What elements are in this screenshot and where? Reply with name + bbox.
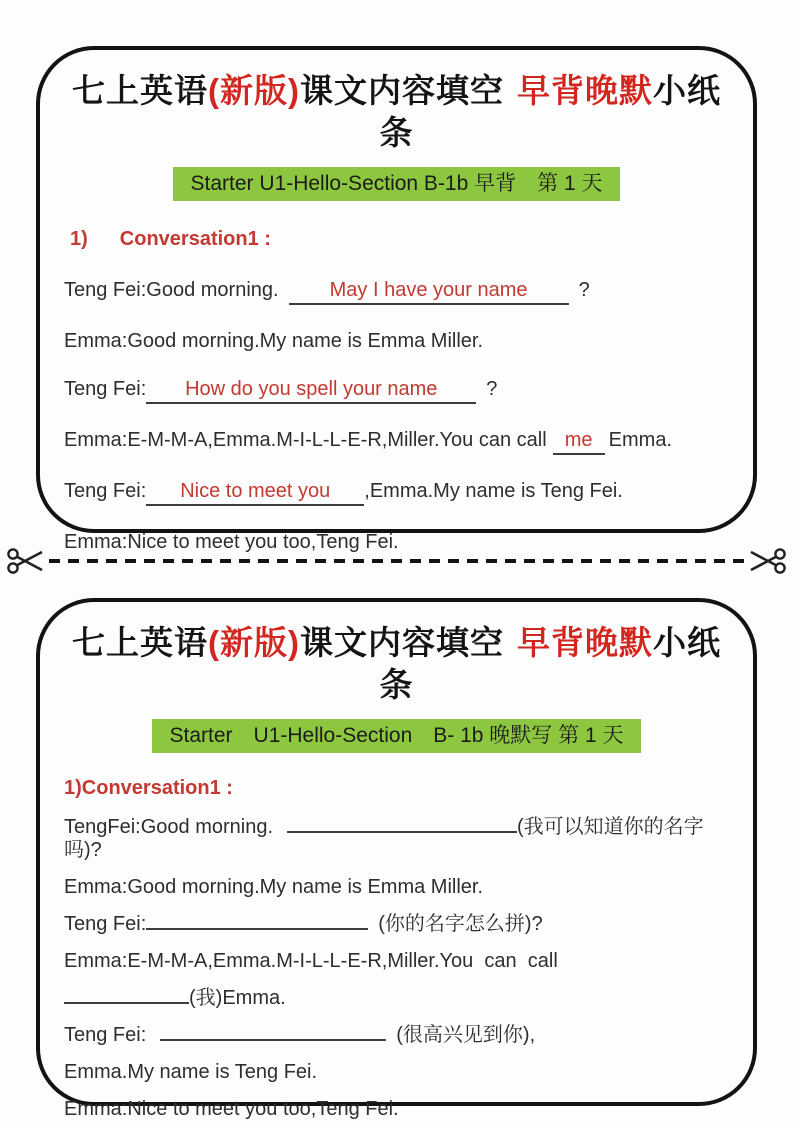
dialogue-line [64, 987, 729, 1010]
blank-answer: Nice to meet you [180, 480, 331, 502]
heading-label: Conversation1 : [119, 228, 271, 250]
title-segment-new-edition: (新版) [208, 624, 300, 661]
dialogue-line [64, 279, 729, 305]
evening-slip-card [36, 598, 757, 1120]
line-text: ,Emma.My name is Teng Fei. [364, 480, 623, 502]
fill-blank [160, 1038, 386, 1041]
line-text: Teng Fei: [64, 1024, 147, 1046]
line-text: Emma:Good morning.My name is Emma Miller. [64, 330, 484, 352]
line-text: Teng Fei: [64, 480, 147, 502]
fill-blank [146, 378, 476, 404]
dialogue-line [64, 876, 729, 899]
unit-banner-wrap [64, 719, 729, 753]
slip-title [64, 622, 729, 706]
line-text: Emma. [608, 429, 673, 451]
dialogue-line [64, 950, 729, 973]
title-segment: 七上英语 [72, 624, 208, 661]
dialogue-line [64, 429, 729, 455]
slip-title [64, 70, 729, 154]
dialogue-line [64, 816, 729, 862]
fill-blank [287, 830, 517, 833]
blank-answer: me [564, 429, 593, 451]
dialogue-line [64, 913, 729, 936]
dialogue [64, 279, 729, 554]
cut-line-divider [6, 544, 787, 578]
line-text: Emma:E-M-M-A,Emma.M-I-L-L-E-R,Miller.You can call [64, 950, 558, 972]
title-segment: 小纸条 [379, 624, 721, 703]
heading-number: 1) [70, 228, 88, 250]
line-text: Emma.My name is Teng Fei. [64, 1061, 318, 1083]
line-text: (很高兴见到你), [396, 1024, 536, 1046]
line-text: (我)Emma. [189, 987, 286, 1009]
line-text: ? [486, 378, 498, 400]
line-text: Teng Fei: [64, 913, 147, 935]
scissors-icon [747, 545, 787, 577]
dialogue-line [64, 378, 729, 404]
dialogue-line [64, 480, 729, 506]
line-text: Teng Fei: [64, 378, 147, 400]
dialogue-line [64, 1098, 729, 1121]
fill-blank [146, 480, 364, 506]
line-text: Emma:Nice to meet you too,Teng Fei. [64, 531, 399, 553]
title-segment-morning-evening: 早背晚默 [516, 624, 653, 661]
line-text: (你的名字怎么拼)? [378, 913, 543, 935]
dialogue [64, 816, 729, 1121]
line-text: Emma:Nice to meet you too,Teng Fei. [64, 1098, 399, 1120]
conversation-heading [70, 228, 729, 251]
line-text: (我可以知道你的名字吗)? [64, 816, 704, 861]
conversation-heading [64, 777, 729, 800]
heading-label: Conversation1 : [81, 777, 233, 799]
blank-answer: May I have your name [329, 279, 528, 301]
line-text: Teng Fei:Good morning. [64, 279, 279, 301]
fill-blank [64, 1001, 189, 1004]
blank-answer: How do you spell your name [185, 378, 438, 400]
dialogue-line [64, 1061, 729, 1084]
title-segment-new-edition: (新版) [208, 72, 300, 109]
dashed-cut-line [49, 559, 744, 563]
unit-banner: Starter U1-Hello-Section B- 1b 晚默写 第 1 天 [152, 719, 642, 753]
fill-blank [289, 279, 569, 305]
dialogue-line [64, 330, 729, 353]
scissors-icon [6, 545, 46, 577]
title-segment: 小纸条 [379, 72, 721, 151]
line-text: TengFei:Good morning. [64, 816, 274, 838]
title-segment-morning-evening: 早背晚默 [516, 72, 653, 109]
heading-number: 1) [64, 777, 82, 799]
fill-blank [553, 429, 605, 455]
line-text: Emma:Good morning.My name is Emma Miller. [64, 876, 484, 898]
title-segment: 七上英语 [72, 72, 208, 109]
fill-blank [146, 927, 368, 930]
title-segment: 课文内容填空 [299, 72, 504, 109]
unit-banner: Starter U1-Hello-Section B-1b 早背 第 1 天 [173, 167, 621, 201]
unit-banner-wrap [64, 167, 729, 201]
morning-slip-card [36, 46, 757, 553]
line-text: Emma:E-M-M-A,Emma.M-I-L-L-E-R,Miller.You can call [64, 429, 547, 451]
line-text: ? [578, 279, 590, 301]
title-segment: 课文内容填空 [299, 624, 504, 661]
dialogue-line [64, 1024, 729, 1047]
